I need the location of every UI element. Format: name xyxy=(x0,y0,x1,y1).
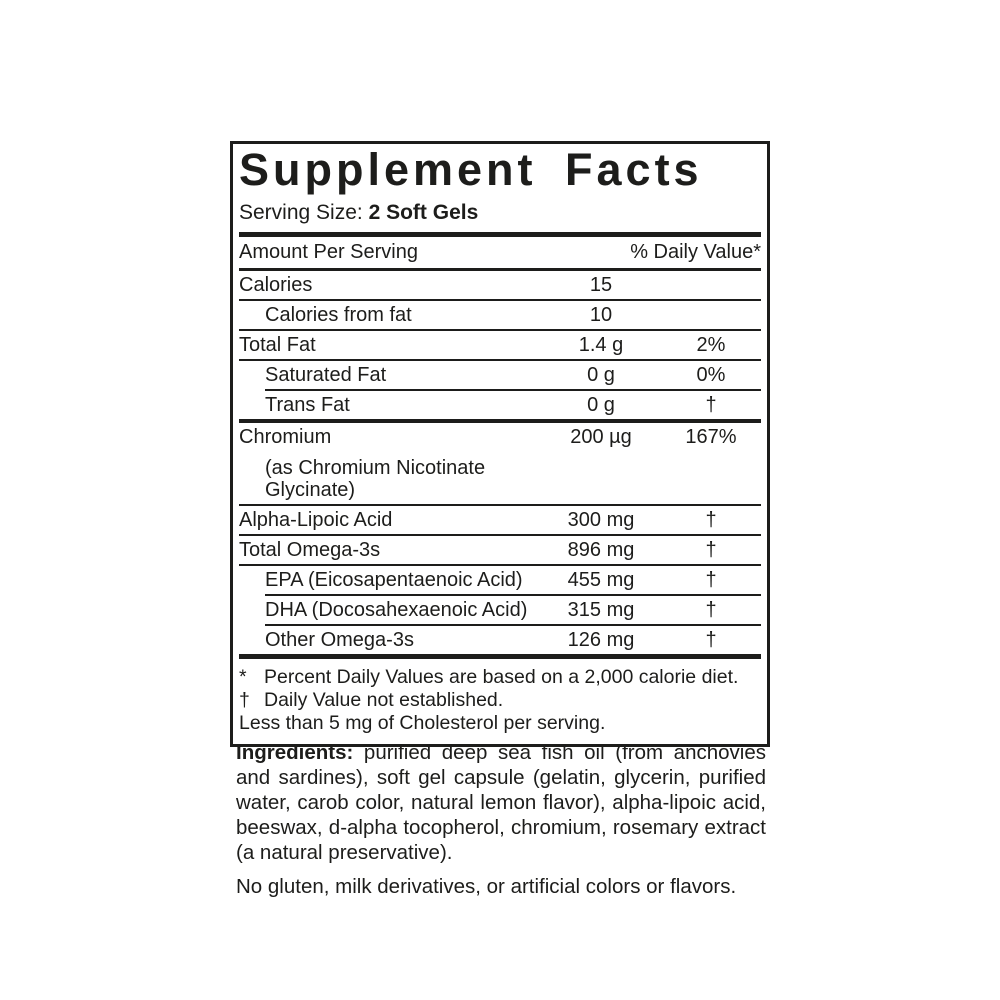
nutrient-name: Saturated Fat xyxy=(265,363,387,386)
nutrient-name: Trans Fat xyxy=(265,393,350,416)
ingredients-text: purified deep sea fish oil (from anchovies and sardines), soft gel capsule (gelatin, glycerin, purified water, carob color, natural lemon flavor), alpha-lipoic acid, beeswax, d-alpha tocopherol, chromium, rosemary extract (a natural preservative). xyxy=(236,741,766,864)
footnote-text: Percent Daily Values are based on a 2,000 calorie diet. xyxy=(264,665,739,688)
nutrient-name: Total Fat xyxy=(239,333,316,356)
nutrient-amount: 200 µg xyxy=(570,425,632,448)
ingredients-label: Ingredients: xyxy=(236,741,364,764)
nutrient-name-cell xyxy=(239,509,541,531)
footnote-text: Less than 5 mg of Cholesterol per serving. xyxy=(239,711,606,734)
nutrient-name-cell xyxy=(239,599,541,621)
nutrient-row xyxy=(239,391,761,419)
footnote xyxy=(239,712,761,735)
nutrient-row xyxy=(239,566,761,594)
nutrient-daily-value: † xyxy=(705,508,717,531)
nutrient-name: EPA (Eicosapentaenoic Acid) xyxy=(265,568,523,591)
nutrient-amount: 1.4 g xyxy=(578,333,624,356)
panel-title: Supplement Facts xyxy=(239,144,703,195)
nutrient-row xyxy=(239,331,761,359)
ingredients-section xyxy=(236,740,766,899)
nutrient-daily-value: 0% xyxy=(696,363,726,386)
nutrient-rows xyxy=(239,271,761,659)
nutrient-row xyxy=(239,423,761,504)
amount-per-serving-header: Amount Per Serving xyxy=(239,240,418,263)
nutrient-daily-value: † xyxy=(705,628,717,651)
footnote xyxy=(239,689,761,712)
nutrient-name-cell xyxy=(239,569,541,591)
nutrient-name: Alpha-Lipoic Acid xyxy=(239,508,393,531)
nutrient-name: Calories from fat xyxy=(265,303,412,326)
nutrient-name-cell xyxy=(239,539,541,561)
footnote-symbol: † xyxy=(239,688,250,711)
ingredients-paragraph xyxy=(236,740,766,865)
nutrient-amount: 300 mg xyxy=(567,508,635,531)
nutrient-row xyxy=(239,301,761,329)
nutrient-amount: 0 g xyxy=(587,393,615,416)
serving-size-label: Serving Size: xyxy=(239,200,369,224)
footnote xyxy=(239,666,761,689)
footnotes xyxy=(239,659,761,744)
nutrient-name-cell xyxy=(239,274,541,296)
nutrient-name-cell xyxy=(239,426,541,501)
nutrient-amount: 315 mg xyxy=(567,598,635,621)
nutrient-subname: (as Chromium Nicotinate Glycinate) xyxy=(265,456,486,501)
nutrient-row xyxy=(239,361,761,389)
nutrient-name-cell xyxy=(239,364,541,386)
nutrient-amount: 0 g xyxy=(587,363,615,386)
daily-value-header: % Daily Value* xyxy=(630,240,761,263)
nutrient-daily-value: † xyxy=(705,568,717,591)
nutrient-row xyxy=(239,536,761,564)
nutrient-amount: 15 xyxy=(589,273,613,296)
nutrient-row xyxy=(239,626,761,654)
supplement-facts-panel xyxy=(230,141,770,747)
nutrient-row xyxy=(239,271,761,299)
nutrient-name: Total Omega-3s xyxy=(239,538,381,561)
nutrient-amount: 896 mg xyxy=(567,538,635,561)
nutrient-daily-value: † xyxy=(705,393,717,416)
nutrient-daily-value: † xyxy=(705,598,717,621)
nutrient-daily-value: † xyxy=(705,538,717,561)
nutrient-name-cell xyxy=(239,394,541,416)
nutrient-row xyxy=(239,506,761,534)
nutrient-amount: 455 mg xyxy=(567,568,635,591)
footnote-symbol: * xyxy=(239,665,247,688)
nutrient-daily-value: 167% xyxy=(685,425,737,448)
nutrient-amount: 10 xyxy=(589,303,613,326)
footnote-text: Daily Value not established. xyxy=(264,688,504,711)
nutrient-name-cell xyxy=(239,304,541,326)
nutrient-name-cell xyxy=(239,629,541,651)
nutrient-row xyxy=(239,596,761,624)
nutrient-daily-value: 2% xyxy=(696,333,726,356)
nutrient-name: DHA (Docosahexaenoic Acid) xyxy=(265,598,528,621)
nutrient-name-cell xyxy=(239,334,541,356)
nutrient-name: Calories xyxy=(239,273,313,296)
serving-size xyxy=(239,201,761,225)
nutrient-amount: 126 mg xyxy=(567,628,635,651)
nutrient-name: Chromium xyxy=(239,425,332,448)
column-header-row xyxy=(239,237,761,271)
nutrient-name: Other Omega-3s xyxy=(265,628,414,651)
allergen-note: No gluten, milk derivatives, or artificial colors or flavors. xyxy=(236,875,737,898)
serving-size-value: 2 Soft Gels xyxy=(368,200,479,224)
